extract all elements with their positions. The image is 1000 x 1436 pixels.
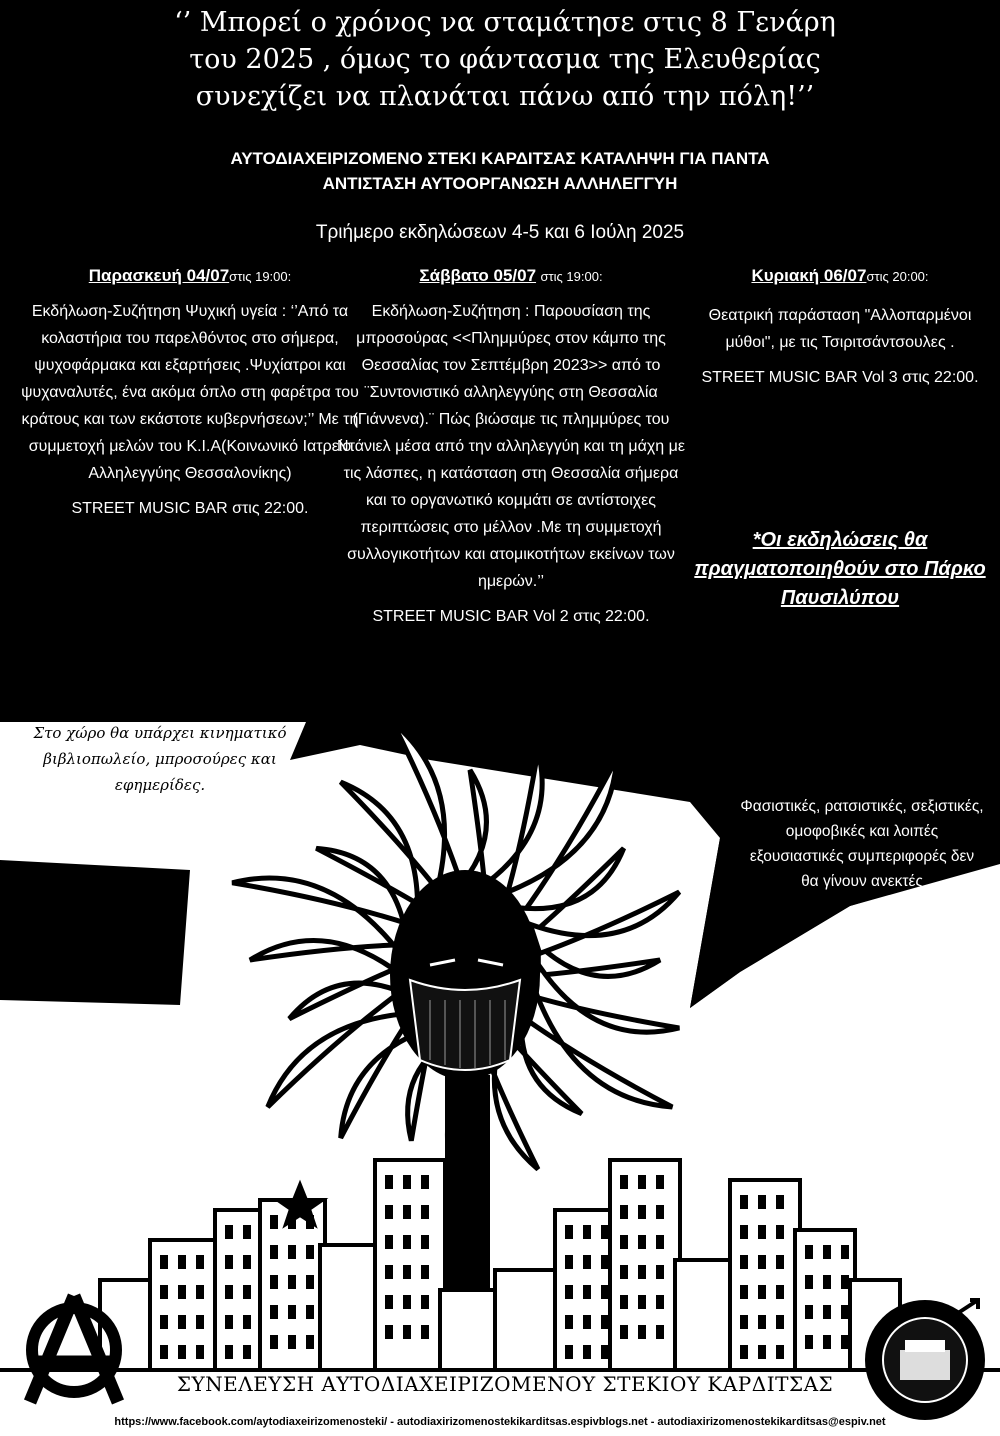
solidarity-line-1: ΑΛΛΗΛΕΓΓΥΗ bbox=[24, 892, 162, 915]
building-window bbox=[288, 1305, 296, 1319]
building-window bbox=[841, 1275, 849, 1289]
building-window bbox=[243, 1345, 251, 1359]
building-window bbox=[740, 1225, 748, 1239]
contact-links[interactable]: https://www.facebook.com/aytodiaxeirizomenosteki/ - autodiaxirizomenostekikarditsas.espivblogs.net - autodiaxirizomenostekikarditsas@espiv.net bbox=[114, 1416, 886, 1428]
bookshop-note: Στο χώρο θα υπάρχει κινηματικό βιβλιοπωλείο, μπροσούρες και εφημερίδες. bbox=[33, 724, 287, 794]
building-window bbox=[385, 1235, 393, 1249]
building-window bbox=[656, 1235, 664, 1249]
building-window bbox=[601, 1225, 609, 1239]
building-window bbox=[841, 1245, 849, 1259]
slogan-line-2: ΑΝΤΙΣΤΑΣΗ ΑΥΤΟΟΡΓΑΝΩΣΗ ΑΛΛΗΛΕΓΓΥΗ bbox=[322, 174, 678, 193]
building-window bbox=[565, 1255, 573, 1269]
building-window bbox=[823, 1275, 831, 1289]
building-window bbox=[178, 1315, 186, 1329]
building-window bbox=[758, 1195, 766, 1209]
building-window bbox=[583, 1345, 591, 1359]
building-window bbox=[620, 1205, 628, 1219]
building-window bbox=[638, 1175, 646, 1189]
day-sunday bbox=[690, 262, 990, 391]
building-window bbox=[776, 1195, 784, 1209]
building-window bbox=[805, 1335, 813, 1349]
building-window bbox=[421, 1205, 429, 1219]
building-window bbox=[776, 1225, 784, 1239]
building-window bbox=[225, 1255, 233, 1269]
building-window bbox=[583, 1225, 591, 1239]
assembly-signature: ΣΥΝΕΛΕΥΣΗ ΑΥΤΟΔΙΑΧΕΙΡΙΖΟΜΕΝΟΥ ΣΤΕΚΙΟΥ ΚΑΡΔΙΤΣΑΣ bbox=[176, 1372, 834, 1396]
building-window bbox=[601, 1255, 609, 1269]
building-window bbox=[638, 1235, 646, 1249]
building-window bbox=[601, 1285, 609, 1299]
building-window bbox=[601, 1345, 609, 1359]
building-window bbox=[823, 1305, 831, 1319]
building-window bbox=[196, 1255, 204, 1269]
building-window bbox=[620, 1265, 628, 1279]
building-window bbox=[620, 1295, 628, 1309]
building-window bbox=[178, 1285, 186, 1299]
building-window bbox=[740, 1285, 748, 1299]
building-window bbox=[758, 1225, 766, 1239]
building-window bbox=[225, 1345, 233, 1359]
building-window bbox=[565, 1345, 573, 1359]
building-window bbox=[565, 1285, 573, 1299]
anarchy-symbol-icon bbox=[14, 1290, 134, 1410]
building-window bbox=[740, 1345, 748, 1359]
building-window bbox=[638, 1265, 646, 1279]
building-window bbox=[306, 1215, 314, 1229]
event-description: Εκδήλωση-Συζήτηση : Παρουσίαση της μπροσούρας <<Πλημμύρες στον κάμπο της Θεσσαλίας τον Σεπτέμβρη 2023>> από το ¨Συντονιστικό αλληλεγγύης στη Θεσσαλία (Γιάννενα).¨ Πώς βιώσαμε τις πλημμύρες του Ντάνιελ μέσα από την αλληλεγγύη και τη μάχη με τις λάσπες, η κατάσταση στη Θεσσαλία σήμερα και το οργανωτικό κομμάτι σε αντίστοιχες περιπτώσεις στο μέλλον .Με τη συμμετοχή συλλογικοτήτων και ατομικοτήτων εκείνων των ημερών.’’ bbox=[337, 303, 685, 590]
building-window bbox=[841, 1305, 849, 1319]
building-window bbox=[196, 1345, 204, 1359]
music-bar: STREET MUSIC BAR Vol 3 στις 22:00. bbox=[701, 369, 979, 386]
building-window bbox=[196, 1285, 204, 1299]
building-window bbox=[758, 1255, 766, 1269]
building-window bbox=[421, 1235, 429, 1249]
building-window bbox=[243, 1255, 251, 1269]
building-window bbox=[740, 1195, 748, 1209]
building-window bbox=[243, 1225, 251, 1239]
building-window bbox=[178, 1345, 186, 1359]
event-description: Θεατρική παράσταση "Αλλοπαρμένοι μύθοι", με τις Τσιριτσάντσουλες . bbox=[708, 307, 972, 351]
event-dates: Τριήμερο εκδηλώσεων 4-5 και 6 Ιούλη 2025 bbox=[315, 222, 685, 243]
building-window bbox=[225, 1315, 233, 1329]
building-window bbox=[403, 1295, 411, 1309]
solidarity-text bbox=[0, 888, 186, 984]
building-window bbox=[656, 1265, 664, 1279]
slogan-line-1: ΑΥΤΟΔΙΑΧΕΙΡΙΖΟΜΕΝΟ ΣΤΕΚΙ ΚΑΡΔΙΤΣΑΣ ΚΑΤΑΛΗΨΗ ΓΙΑ ΠΑΝΤΑ bbox=[230, 149, 770, 168]
steki-logo bbox=[860, 1295, 990, 1425]
quote-line-2: του 2025 , όμως το φάντασμα της Ελευθερίας bbox=[189, 44, 821, 75]
day-title: Σάββατο 05/07 bbox=[419, 266, 537, 285]
building-window bbox=[421, 1325, 429, 1339]
building-window bbox=[385, 1325, 393, 1339]
day-saturday bbox=[336, 262, 686, 630]
building-window bbox=[758, 1285, 766, 1299]
solidarity-line-3: ΚΑΤΑΛΗΨΕΙΣ bbox=[27, 956, 159, 979]
building-window bbox=[656, 1175, 664, 1189]
building-window bbox=[306, 1335, 314, 1349]
policy-note: Φασιστικές, ρατσιστικές, σεξιστικές, ομοφοβικές και λοιπές εξουσιαστικές συμπεριφορές δεν θα γίνουν ανεκτές bbox=[740, 798, 984, 890]
solidarity-line-2: ΣΤΙΣ bbox=[70, 924, 116, 947]
building-window bbox=[656, 1205, 664, 1219]
headline-quote bbox=[40, 4, 970, 115]
building-window bbox=[178, 1255, 186, 1269]
day-time: στις 19:00: bbox=[540, 269, 603, 284]
building-window bbox=[601, 1315, 609, 1329]
building-window bbox=[823, 1335, 831, 1349]
building-window bbox=[160, 1345, 168, 1359]
building-window bbox=[583, 1255, 591, 1269]
day-time: στις 19:00: bbox=[229, 269, 292, 284]
building-window bbox=[160, 1315, 168, 1329]
building-window bbox=[306, 1245, 314, 1259]
building-window bbox=[270, 1305, 278, 1319]
building-window bbox=[403, 1175, 411, 1189]
building-window bbox=[758, 1345, 766, 1359]
building-window bbox=[776, 1255, 784, 1269]
building-window bbox=[225, 1285, 233, 1299]
building-window bbox=[421, 1175, 429, 1189]
building-window bbox=[656, 1325, 664, 1339]
music-bar: STREET MUSIC BAR Vol 2 στις 22:00. bbox=[372, 608, 650, 625]
quote-line-1: ‘’ Μπορεί ο χρόνος να σταμάτησε στις 8 Γενάρη bbox=[174, 7, 836, 38]
building-window bbox=[776, 1315, 784, 1329]
day-title: Παρασκευή 04/07 bbox=[88, 266, 230, 285]
building-window bbox=[403, 1205, 411, 1219]
building-window bbox=[243, 1315, 251, 1329]
building-window bbox=[740, 1315, 748, 1329]
building-window bbox=[385, 1265, 393, 1279]
building-window bbox=[776, 1285, 784, 1299]
building-window bbox=[805, 1245, 813, 1259]
building-window bbox=[306, 1275, 314, 1289]
building-window bbox=[421, 1295, 429, 1309]
building-window bbox=[758, 1315, 766, 1329]
day-time: στις 20:00: bbox=[866, 269, 929, 284]
building-window bbox=[776, 1345, 784, 1359]
building-window bbox=[403, 1265, 411, 1279]
building-window bbox=[306, 1305, 314, 1319]
building-window bbox=[620, 1325, 628, 1339]
building-window bbox=[583, 1315, 591, 1329]
building-window bbox=[243, 1285, 251, 1299]
building-window bbox=[160, 1255, 168, 1269]
building-window bbox=[270, 1215, 278, 1229]
building-window bbox=[841, 1335, 849, 1349]
slogan bbox=[60, 146, 940, 196]
building-window bbox=[160, 1285, 168, 1299]
building-window bbox=[805, 1275, 813, 1289]
building-window bbox=[385, 1175, 393, 1189]
building-window bbox=[421, 1265, 429, 1279]
building-window bbox=[638, 1205, 646, 1219]
building-window bbox=[565, 1315, 573, 1329]
event-description: Εκδήλωση-Συζήτηση Ψυχική υγεία : ‘’Από τα κολαστήρια του παρελθόντος στο σήμερα, ψυχοφάρμακα και εξαρτήσεις .Ψυχίατροι και ψυχαναλυτές, ένα ακόμα όπλο στη φαρέτρα του κράτους και των εκάστοτε κυβερνήσεων;’’ Με τη συμμετοχή μελών του Κ.Ι.Α(Κοινωνικό Ιατρείο Αλληλεγγύης Θεσσαλονίκης) bbox=[21, 303, 359, 482]
building-window bbox=[656, 1295, 664, 1309]
building-window bbox=[403, 1325, 411, 1339]
building-window bbox=[565, 1225, 573, 1239]
building-window bbox=[196, 1315, 204, 1329]
building-window bbox=[288, 1245, 296, 1259]
building-window bbox=[270, 1245, 278, 1259]
building-window bbox=[823, 1245, 831, 1259]
day-title: Κυριακή 06/07 bbox=[751, 266, 867, 285]
building-window bbox=[620, 1235, 628, 1249]
building-window bbox=[403, 1235, 411, 1249]
building-window bbox=[288, 1335, 296, 1349]
day-friday bbox=[20, 262, 360, 522]
building-window bbox=[805, 1305, 813, 1319]
building-window bbox=[270, 1335, 278, 1349]
building-window bbox=[288, 1275, 296, 1289]
building-window bbox=[740, 1255, 748, 1269]
building-window bbox=[225, 1225, 233, 1239]
quote-line-3: συνεχίζει να πλανάται πάνω από την πόλη!’’ bbox=[195, 81, 815, 112]
building-window bbox=[583, 1285, 591, 1299]
building-window bbox=[638, 1295, 646, 1309]
music-bar: STREET MUSIC BAR στις 22:00. bbox=[71, 500, 309, 517]
building-window bbox=[620, 1175, 628, 1189]
building-window bbox=[288, 1215, 296, 1229]
building-window bbox=[638, 1325, 646, 1339]
venue-note: *Οι εκδηλώσεις θα πραγματοποιηθούν στο Πάρκο Παυσιλύπου bbox=[694, 529, 986, 609]
building-window bbox=[385, 1295, 393, 1309]
building-window bbox=[385, 1205, 393, 1219]
building-window bbox=[270, 1275, 278, 1289]
